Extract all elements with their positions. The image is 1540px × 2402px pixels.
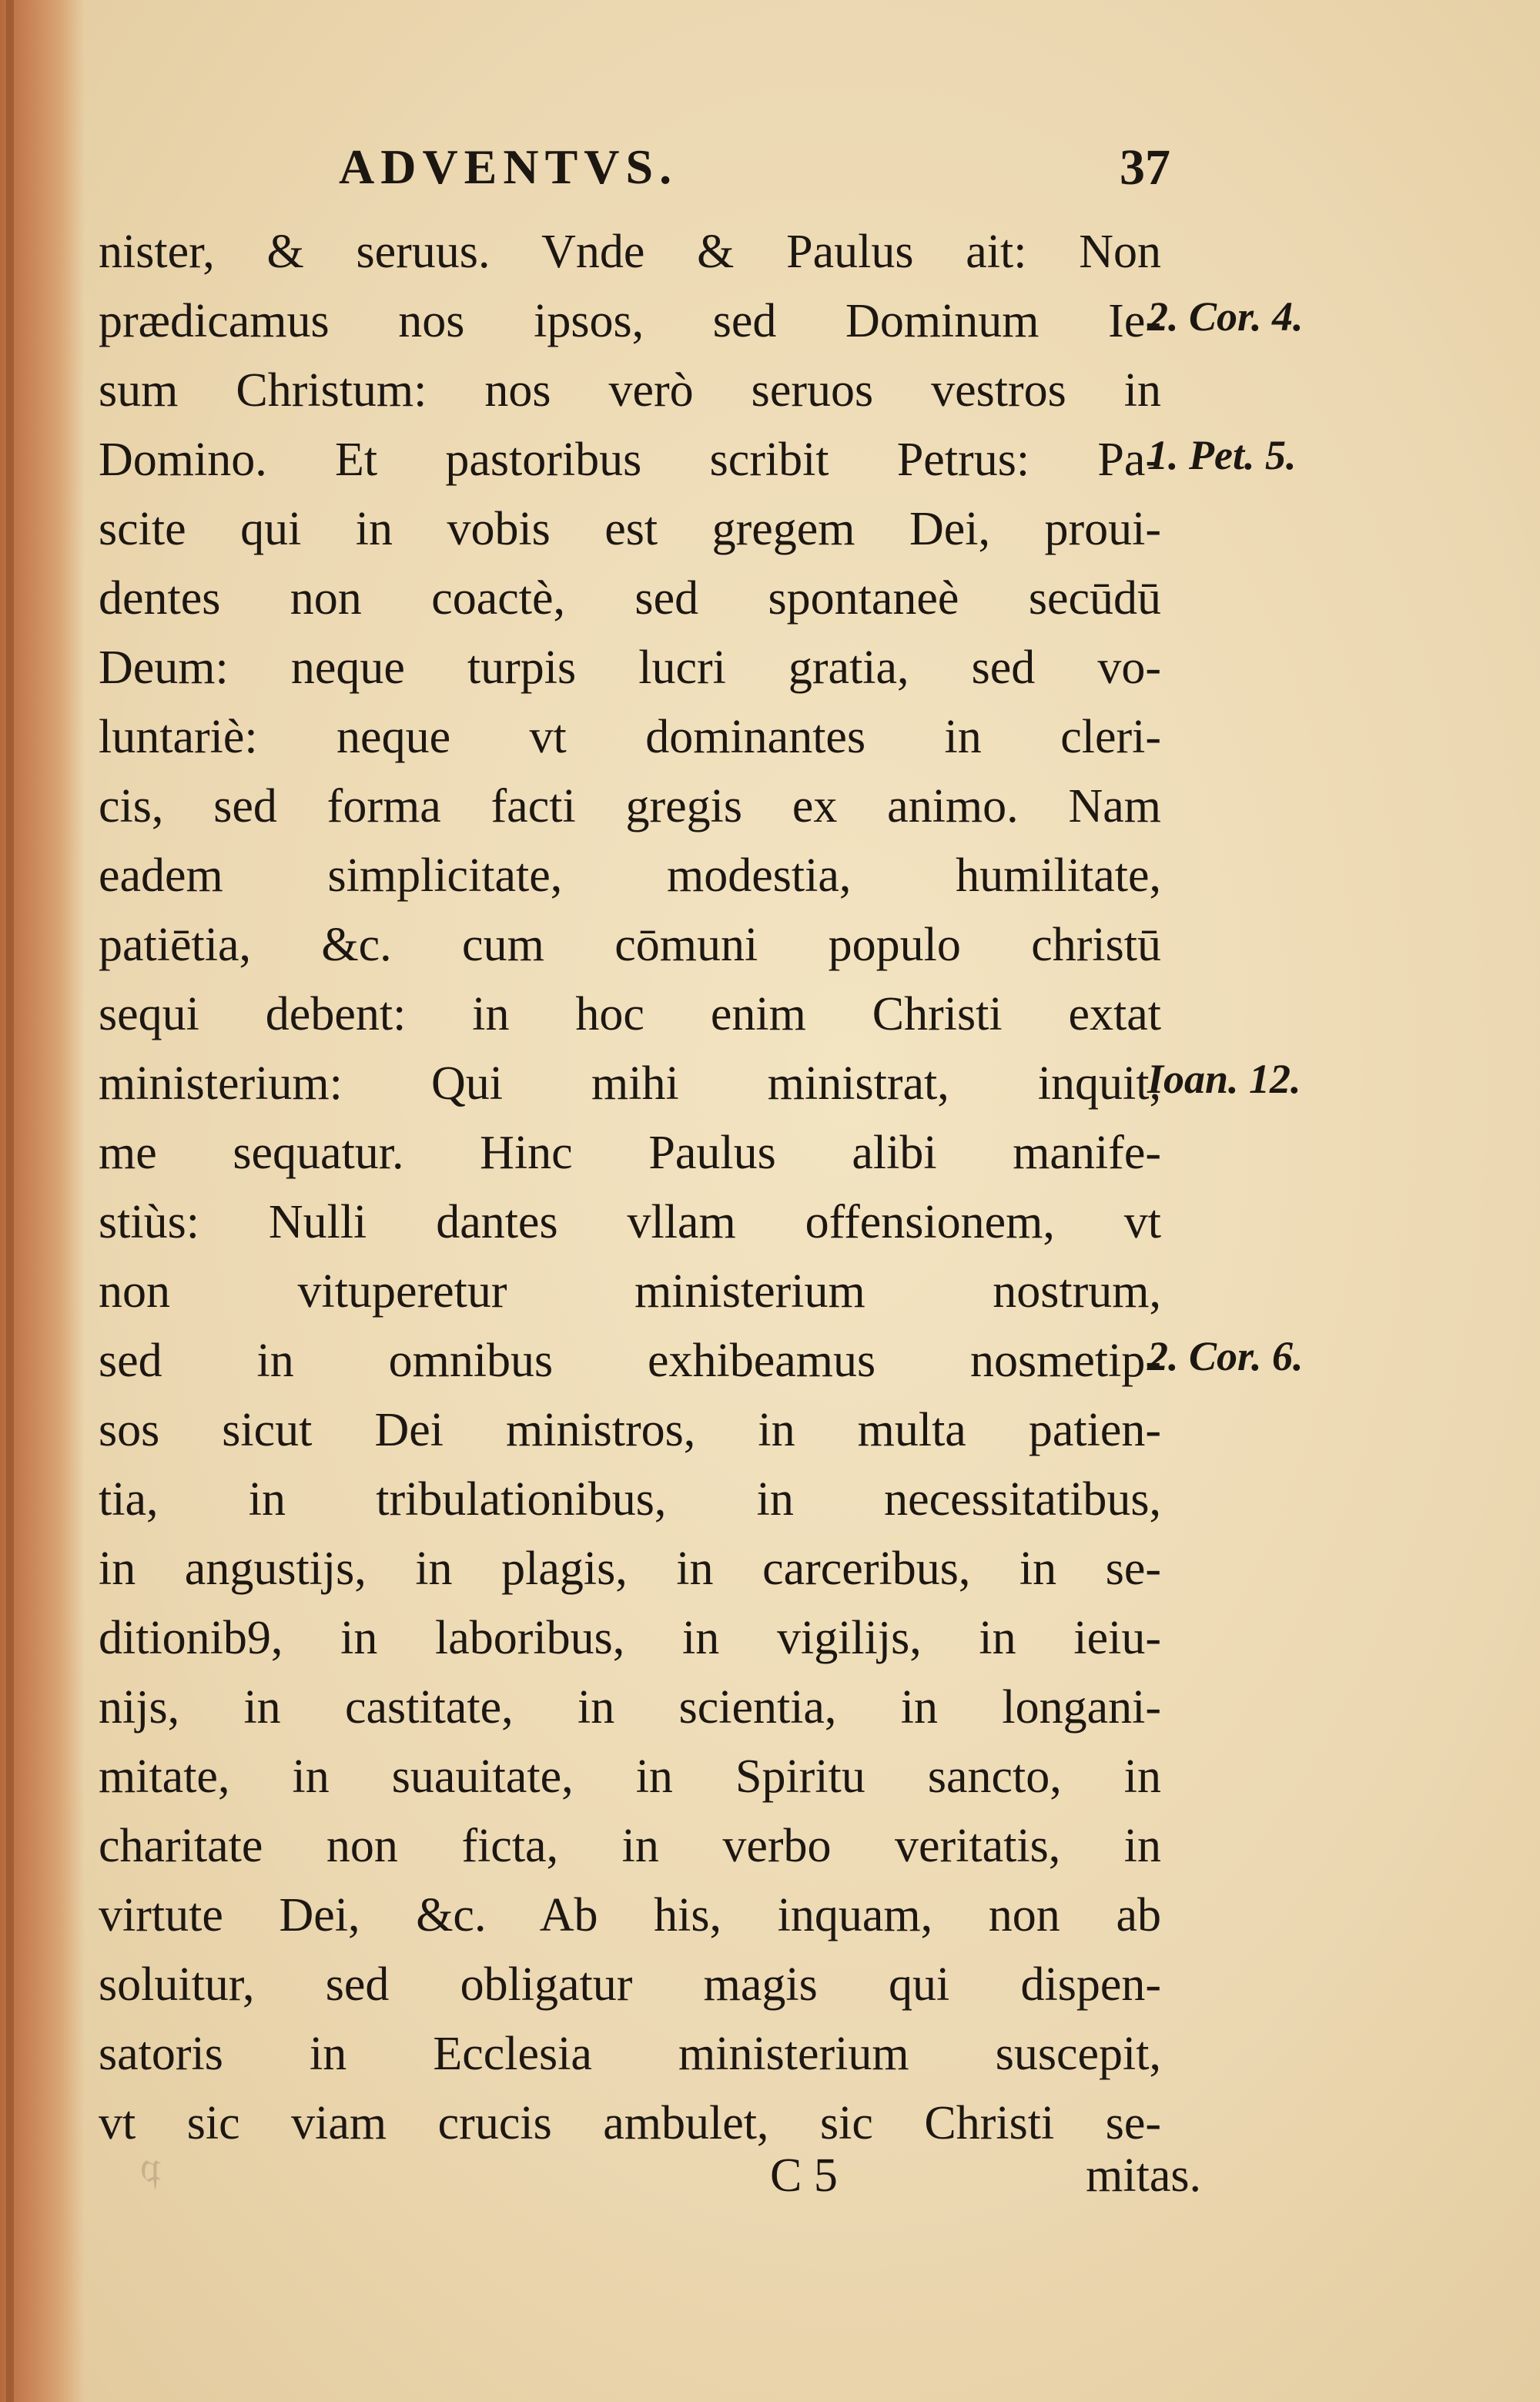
text-line: sum Christum: nos verò seruos vestros in [99, 364, 1161, 417]
text-line: satoris in Ecclesia ministerium suscepit, [99, 2028, 1161, 2080]
text-line: charitate non ficta, in verbo veritatis, in [99, 1820, 1161, 1872]
text-line: vt sic viam crucis ambulet, sic Christi se- [99, 2097, 1161, 2149]
signature-mark: C 5 [770, 2149, 838, 2202]
page-footer [770, 2149, 1201, 2218]
margin-note: Ioan. 12. [1147, 1056, 1301, 1102]
text-line: Deum: neque turpis lucri gratia, sed vo- [99, 642, 1161, 694]
margin-note: 2. Cor. 4. [1147, 293, 1304, 340]
text-line: me sequatur. Hinc Paulus alibi manife- [99, 1127, 1161, 1179]
margin-note: 1. Pet. 5. [1147, 432, 1297, 478]
text-line: sequi debent: in hoc enim Christi extat [99, 988, 1161, 1040]
text-line: stiùs: Nulli dantes vllam offensionem, vt [99, 1196, 1161, 1248]
text-line: mitate, in suauitate, in Spiritu sancto, in [99, 1750, 1161, 1803]
text-line: nister, & seruus. Vnde & Paulus ait: Non [99, 226, 1161, 278]
show-through-text: 𝔭 [139, 2142, 162, 2193]
text-line: non vituperetur ministerium nostrum, [99, 1265, 1161, 1318]
text-line: sed in omnibus exhibeamus nosmetip- [99, 1335, 1161, 1387]
text-line: scite qui in vobis est gregem Dei, proui- [99, 503, 1161, 555]
text-line: sos sicut Dei ministros, in multa patien- [99, 1404, 1161, 1456]
text-line: patiētia, &c. cum cōmuni populo christū [99, 919, 1161, 971]
text-line: prædicamus nos ipsos, sed Dominum Ie- [99, 295, 1161, 347]
body-text [99, 217, 1161, 2158]
binding-edge [6, 0, 14, 2402]
page-header [339, 139, 1170, 208]
text-line: nijs, in castitate, in scientia, in longani- [99, 1681, 1161, 1734]
text-line: cis, sed forma facti gregis ex animo. Nam [99, 780, 1161, 832]
text-line: eadem simplicitate, modestia, humilitate, [99, 849, 1161, 902]
text-line: ministerium: Qui mihi ministrat, inquit, [99, 1057, 1161, 1110]
text-line: tia, in tribulationibus, in necessitatibus, [99, 1473, 1161, 1526]
running-title: ADVENTVS. [339, 139, 678, 194]
text-line: soluitur, sed obligatur magis qui dispen- [99, 1958, 1161, 2011]
text-line: virtute Dei, &c. Ab his, inquam, non ab [99, 1889, 1161, 1941]
text-line: luntariè: neque vt dominantes in cleri- [99, 711, 1161, 763]
text-line: Domino. Et pastoribus scribit Petrus: Pa- [99, 434, 1161, 486]
page-number: 37 [1120, 139, 1170, 196]
margin-note: 2. Cor. 6. [1147, 1333, 1304, 1379]
text-line: dentes non coactè, sed spontaneè secūdū [99, 572, 1161, 625]
text-line: in angustijs, in plagis, in carceribus, in se- [99, 1543, 1161, 1595]
catchword: mitas. [1086, 2149, 1201, 2202]
text-line: ditionib9, in laboribus, in vigilijs, in ieiu- [99, 1612, 1161, 1664]
